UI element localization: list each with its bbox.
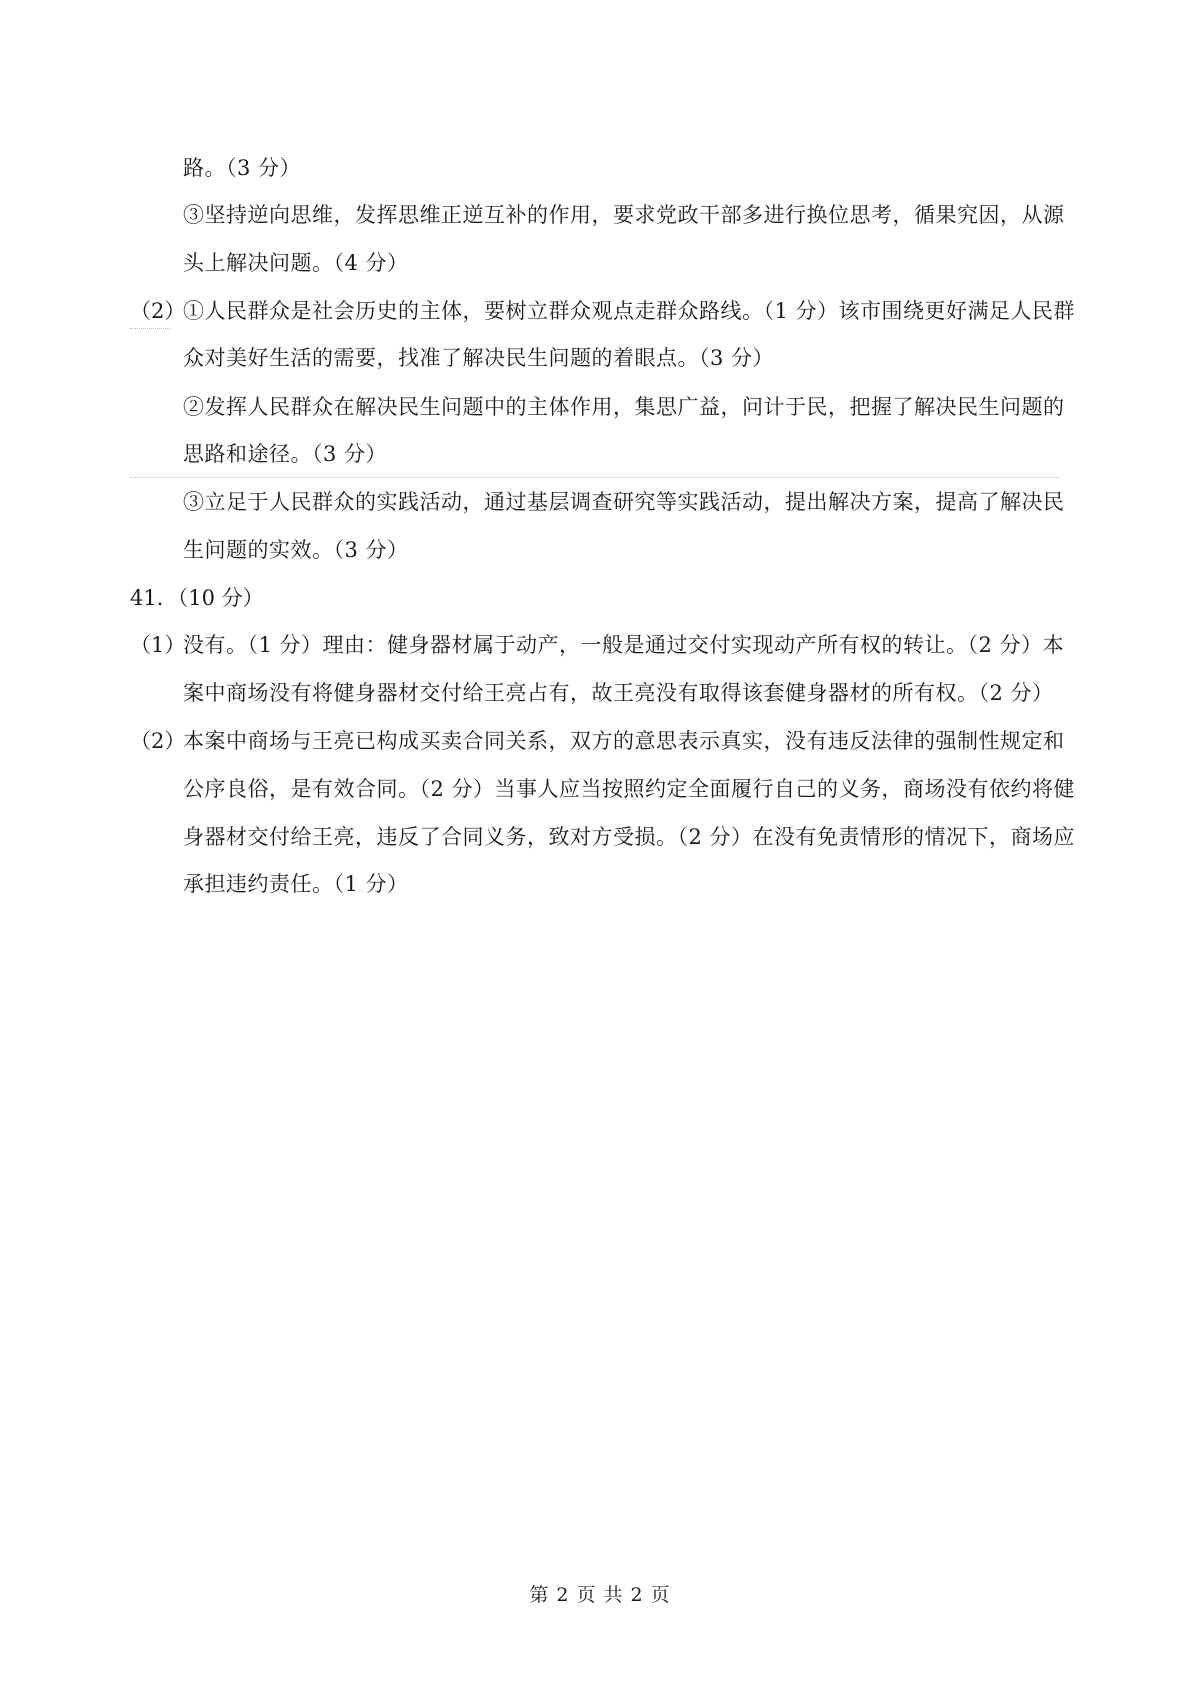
dotted-separator-short — [130, 328, 170, 329]
q40-part2-item3-line1: ③立足于人民群众的实践活动，通过基层调查研究等实践活动，提出解决方案，提高了解决民 — [183, 490, 1065, 514]
q41-part2-line3: 身器材交付给王亮，违反了合同义务，致对方受损。（2 分）在没有免责情形的情况下，商场应 — [183, 825, 1076, 849]
q40-part2-item3-line2: 生问题的实效。（3 分） — [183, 538, 409, 562]
q40-part2-item2-line2: 思路和途径。（3 分） — [183, 442, 388, 466]
q40-part2-marker: （2） — [130, 299, 186, 323]
q41-header: 41．（10 分） — [130, 586, 264, 610]
q41-part2-line2: 公序良俗，是有效合同。（2 分）当事人应当按照约定全面履行自己的义务，商场没有依约将健 — [183, 777, 1076, 801]
page-number: 第 2 页 共 2 页 — [529, 1584, 671, 1606]
q41-part2-line1: 本案中商场与王亮已构成买卖合同关系，双方的意思表示真实，没有违反法律的强制性规定和 — [183, 729, 1065, 753]
q41-part2-marker: （2） — [130, 729, 186, 753]
q41-part1-marker: （1） — [130, 633, 186, 657]
q40-part1-tail: 路。（3 分） — [183, 156, 302, 180]
q40-part2-item1-line2: 众对美好生活的需要，找准了解决民生问题的着眼点。（3 分） — [183, 346, 775, 370]
q41-part2-line4: 承担违约责任。（1 分） — [183, 872, 409, 896]
q41-part1-line2: 案中商场没有将健身器材交付给王亮占有，故王亮没有取得该套健身器材的所有权。（2 分） — [183, 681, 1054, 705]
q40-item3-line2: 头上解决问题。（4 分） — [183, 251, 409, 275]
q40-part2-item1-line1: ①人民群众是社会历史的主体，要树立群众观点走群众路线。（1 分）该市围绕更好满足人民群 — [183, 299, 1076, 323]
q41-part1-line1: 没有。（1 分）理由：健身器材属于动产，一般是通过交付实现动产所有权的转让。（2 分）本 — [183, 633, 1065, 657]
q40-item3-line1: ③坚持逆向思维，发挥思维正逆互补的作用，要求党政干部多进行换位思考，循果究因，从源 — [183, 203, 1065, 227]
q40-part2-item2-line1: ②发挥人民群众在解决民生问题中的主体作用，集思广益，问计于民，把握了解决民生问题的 — [183, 395, 1065, 419]
dotted-separator — [130, 477, 1060, 478]
